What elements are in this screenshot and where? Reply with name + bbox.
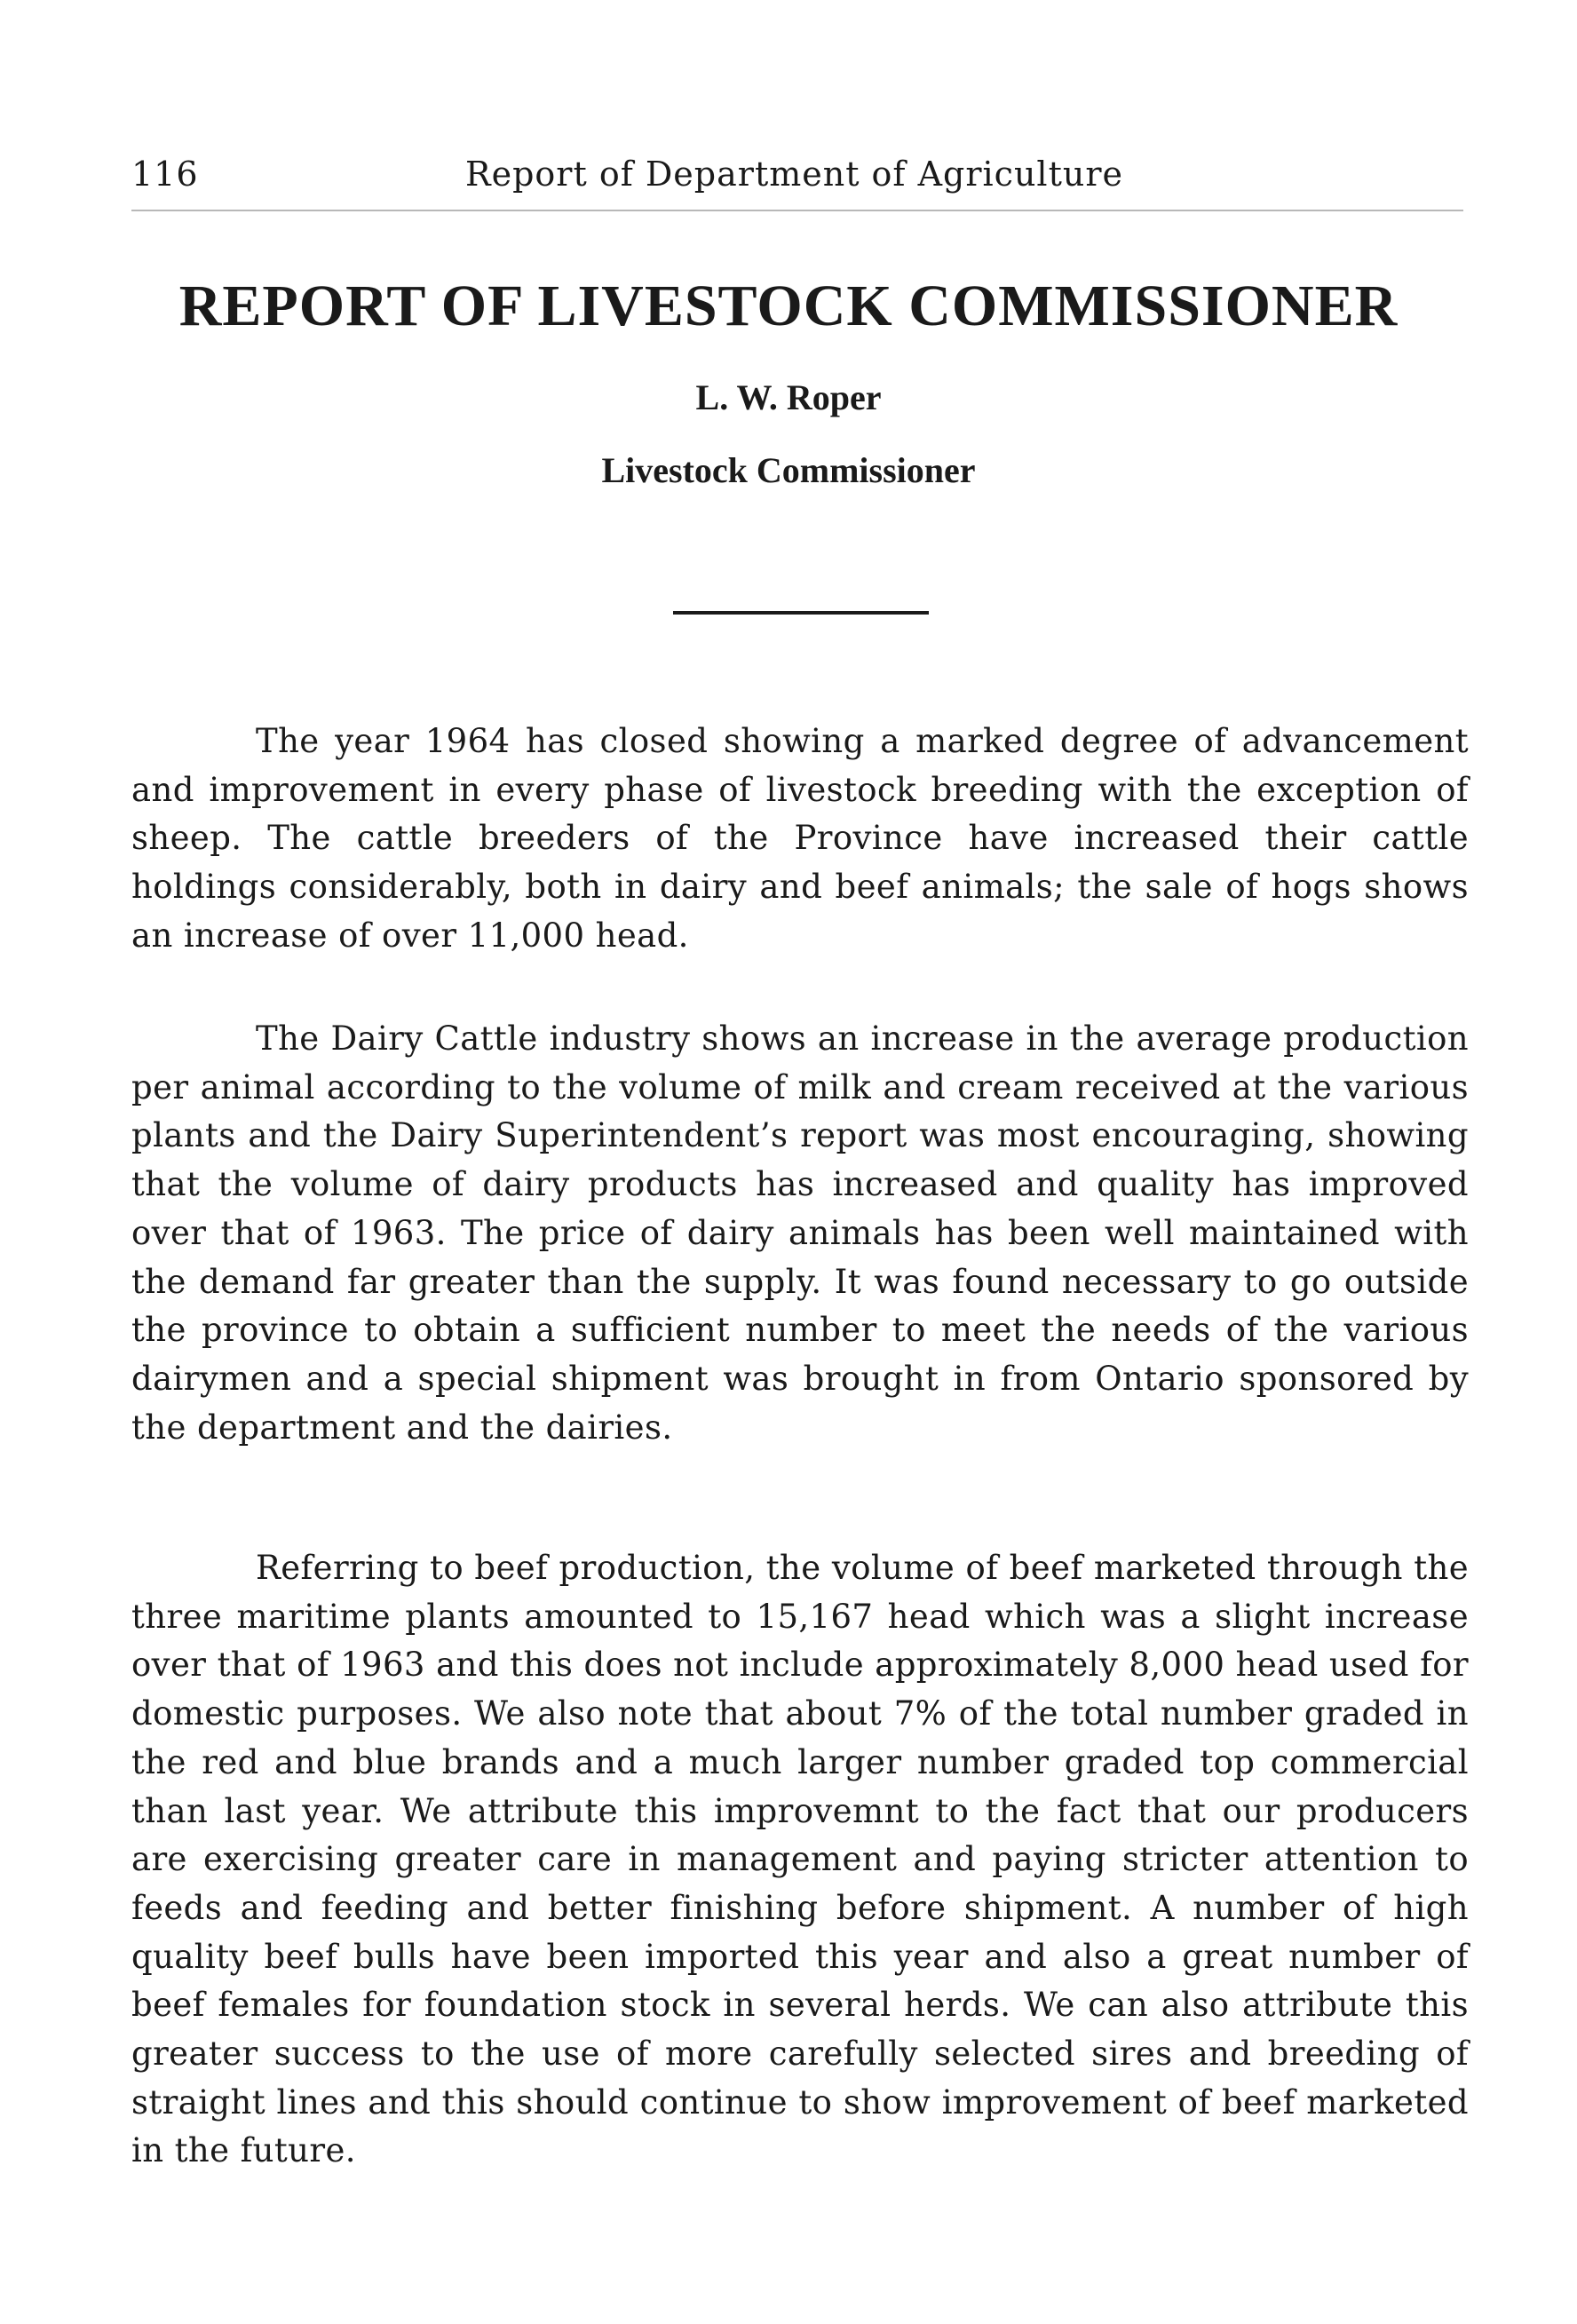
body-paragraph-3: Referring to beef production, the volume of beef marketed through the three maritime plants amounted to 15,167 head which was a slight increase over that of 1963 and this does not include approximately 8,000 head used for domestic purposes. We also note that about 7% of the total number graded in the red and blue brands and a much larger number graded top commercial than last year. We attribute this improvemnt to the fact that our producers are exercising greater care in management and paying stricter attention to feeds and feeding and better finishing before shipment. A number of high quality beef bulls have been imported this year and also a great number of beef females for foundation stock in several herds. We can also attribute this greater success to the use of more carefully selected sires and breeding of straight lines and this should continue to show improvement of beef marketed in the future.: [131, 1549, 1469, 2170]
page-number: 116: [131, 155, 199, 194]
running-title: Report of Department of Agriculture: [465, 155, 1123, 194]
author-name: L. W. Roper: [695, 377, 882, 417]
running-head: [131, 149, 1437, 199]
report-title: REPORT OF LIVESTOCK COMMISSIONER: [178, 274, 1399, 338]
title-divider: [673, 611, 929, 615]
header-divider: [131, 210, 1463, 211]
author-role: Livestock Commissioner: [601, 450, 976, 490]
body-paragraph-1: The year 1964 has closed showing a marked degree of advancement and improvement in every phase of livestock breeding with the exception of sheep. The cattle breeders of the Province have increased their cattle holdings considerably, both in dairy and beef animals; the sale of hogs shows an increase of over 11,000 head.: [131, 722, 1469, 955]
body-paragraph-2: The Dairy Cattle industry shows an increase in the average production per animal according to the volume of milk and cream received at the various plants and the Dairy Superintendent’s report was most encouraging, showing that the volume of dairy products has increased and quality has improved over that of 1963. The price of dairy animals has been well maintained with the demand far greater than the supply. It was found necessary to go outside the province to obtain a sufficient number to meet the needs of the various dairymen and a special shipment was brought in from Ontario sponsored by the department and the dairies.: [131, 1019, 1469, 1447]
